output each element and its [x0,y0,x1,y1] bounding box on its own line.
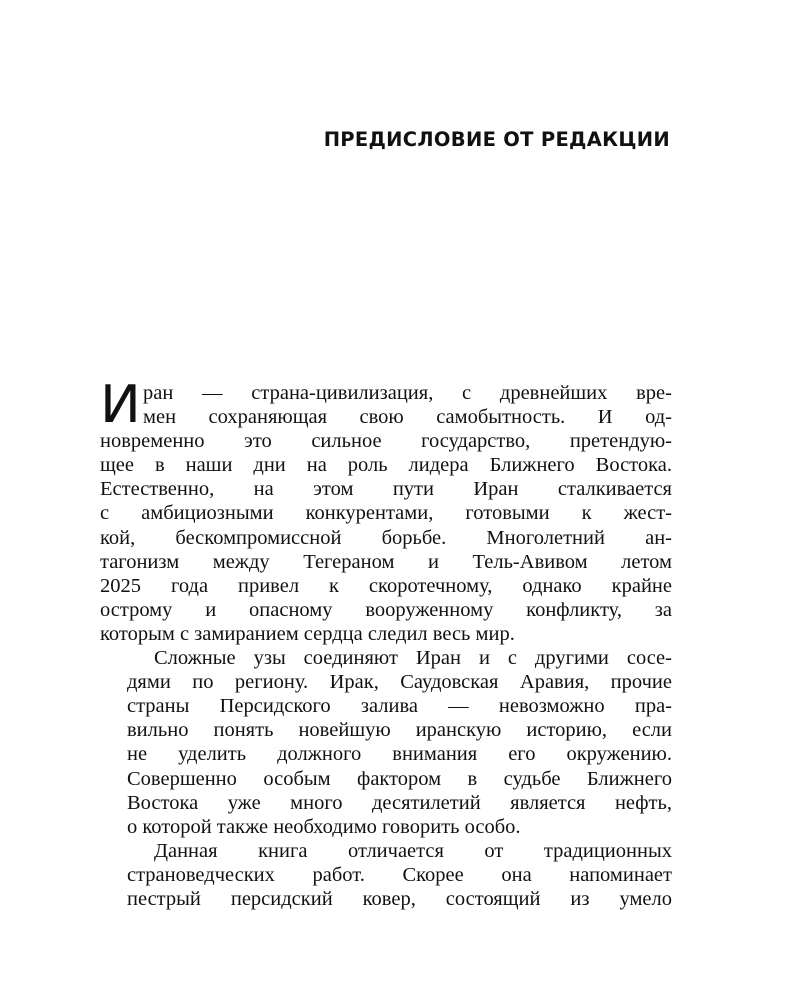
text-line: с амбициозными конкурентами, готовыми к жест- [100,502,672,525]
text-line: страны Персидского залива — невозможно пра- [127,695,672,718]
text-line: 2025 года привел к скоротечному, однако крайне [100,574,672,597]
text-line: новременно это сильное государство, претендую- [100,430,672,453]
drop-cap: И [100,375,141,435]
paragraph-1 [100,375,672,646]
chapter-heading: ПРЕДИСЛОВИЕ ОТ РЕДАКЦИИ [323,128,670,151]
text-line: ран — страна-цивилизация, с древнейших вре- [143,382,672,404]
paragraph-3 [100,839,672,911]
text-line: Естественно, на этом пути Иран сталкивается [100,478,672,501]
text-line: Данная книга отличается от традиционных [154,839,672,862]
text-line: кой, бескомпромиссной борьбе. Многолетний ан- [100,526,672,549]
text-line: Совершенно особым фактором в судьбе Ближнего [127,767,672,790]
body-text [100,375,672,911]
text-line: не уделить должного внимания его окружению. [127,743,672,766]
text-line: мен сохраняющая свою самобытность. И од- [143,406,672,429]
text-line: пестрый персидский ковер, состоящий из умело [127,887,672,910]
text-line: острому и опасному вооруженному конфликту, за [100,598,672,621]
text-line: которым с замиранием сердца следил весь мир. [100,622,515,645]
text-line: дями по региону. Ирак, Саудовская Аравия, прочие [127,671,672,694]
text-line: тагонизм между Тегераном и Тель-Авивом летом [100,550,672,573]
text-line: страноведческих работ. Скорее она напоминает [127,863,672,886]
text-line: о которой также необходимо говорить особо. [127,815,521,838]
text-line: вильно понять новейшую иранскую историю, если [127,719,672,742]
text-line: Востока уже много десятилетий является нефть, [127,791,672,814]
text-line: Сложные узы соединяют Иран и с другими сосе- [154,647,672,670]
paragraph-2 [100,646,672,839]
text-line: щее в наши дни на роль лидера Ближнего Востока. [100,454,672,477]
